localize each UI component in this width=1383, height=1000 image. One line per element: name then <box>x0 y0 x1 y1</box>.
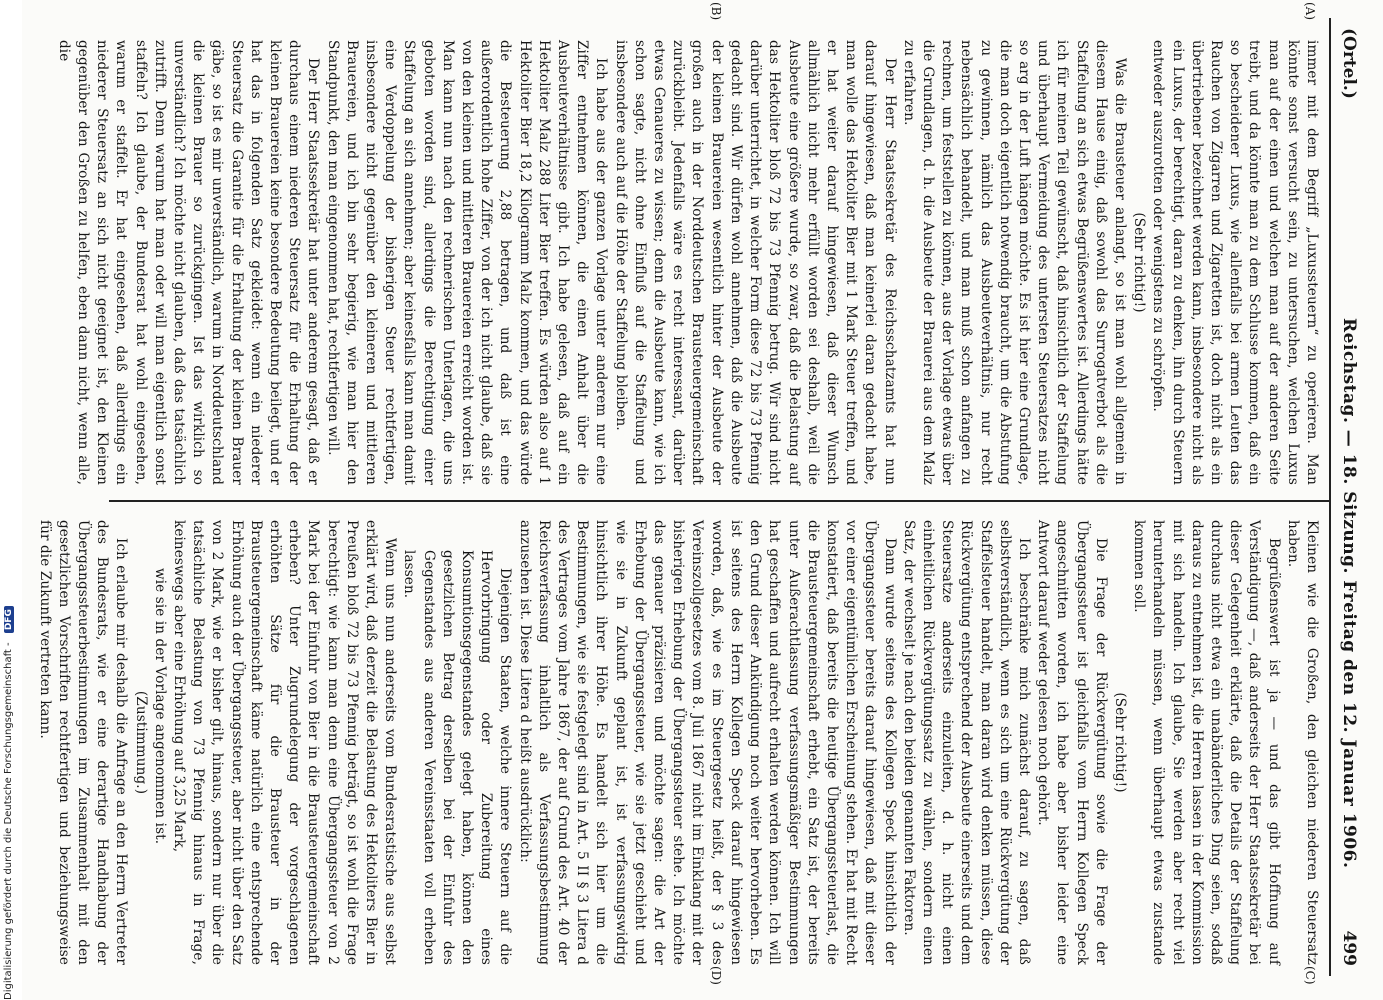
margin-marker-a: (A) <box>1303 2 1317 21</box>
page-header <box>1333 18 1363 976</box>
quoted-law-text: Diejenigen Staaten, welche innere Steuern auf die Hervorbringung oder Zubereitung eines Konsumtionsgegenstandes gelegt haben, können den gesetzlichen Betrag derselben bei der Einfuhr des Gegenstandes aus anderen Vereinsstaaten voll erheben lassen. <box>401 550 514 965</box>
speaker-name: (Ortel.) <box>1339 28 1359 99</box>
paragraph: Der Herr Staatssekretär hat unter anderem gesagt, daß er durchaus einem niederen Steuersatz für die Erhaltung der kleinen Brauereien keine besondere Bedeutung beilegt, und er hat das in folgenden Satz gekleidet: wenn ein niederer Steuersatz die Garantie für die Erhaltung der kleinen Brauer gäbe, so ist es mir unverständlich, warum in Norddeutschland die kleinen Brauer so zurückgingen. Ist das wirklich so unverständlich? Ich möchte nicht glauben, daß das tatsächlich zutrifft. Denn warum hat man oder will man eigentlich sonst staffeln? Ich glaube, der Bundesrat hat wohl eingesehen, warum er staffelt. Er hat eingesehen, daß allerdings ein niederer Steuersatz an sich nicht geeignet ist, den Kleinen gegenüber den Großen zu helfen, eben dann nicht, wenn alle, die <box>55 40 322 485</box>
paragraph: Dann wurde seitens des Kollegen Speck hinsichtlich der Übergangssteuer bereits darauf hingewiesen, daß mit dieser vor einer eigentümlichen Erscheinung stehen. Er hat mit Recht konstatiert, daß bereits die heutige Übergangssteuerlast, die die Brausteuergemeinschaft erhebt, ein Satz ist, der bereits unter Außerachtlassung verfassungsmäßiger Bestimmungen hat geschaffen und aufrecht erhalten werden können. Ich will den Grund dieser Ankündigung noch weiter hervorheben. Es ist seitens des Herrn Kollegen Speck darauf hingewiesen worden, daß, wie es im Steuergesetz heißt, der § 3 des Vereinszollgesetzes vom 8. Juli 1867 nicht im Einklang mit der bisherigen Erhebung der Übergangssteuer stehe. Ich möchte das genauer präzisieren und möchte sagen: die Art der Erhebung der Übergangssteuer, wie sie jetzt geschieht und wie sie in Zukunft geplant ist, ist verfassungswidrig hinsichtlich ihrer Höhe. Es handelt sich hier um die Bestimmungen, wie sie festgelegt sind in Art. 5 II § 3 Litera d des Vertrages vom Jahre 1867, der auf Grund des Art. 40 der Reichsverfassung inhaltlich als Verfassungsbestimmung anzusehen ist. Diese Litera d heißt ausdrücklich: <box>516 520 898 965</box>
right-column <box>36 520 1321 965</box>
digitization-credit <box>3 0 14 1000</box>
interjection: (Sehr richtig!) <box>1131 212 1148 313</box>
paragraph: Kleinen wie die Großen, den gleichen niederen Steuersatz haben. <box>1284 520 1320 965</box>
paragraph: Ich habe aus der ganzen Vorlage unter anderem nur eine Ziffer entnehmen können, die einen Anhalt über die Ausbeuteverhältnisse gibt. Ich habe gelesen, daß auf ein Hektoliter Malz 288 Liter Bier treffen. Es würden also auf 1 Hektoliter Bier 18,2 Kilogramm Malz kommen, und das würde die Besteuerung 2,88 betragen, und daß ist eine außerordentlich hohe Ziffer, von der ich nicht glaube, daß sie von den kleinen und mittleren Brauereien erreicht worden ist. Man kann nun nach den rechnerischen Unterlagen, die uns geboten worden sind, allerdings die Berechtigung einer Staffelung an sich annehmen; aber keinesfalls kann man damit eine Verdoppelung der bisherigen Steuer rechtfertigen, insbesondere nicht gegenüber den kleineren und mittleren Brauereien, und ich bin sehr begierig, wie man hier den Standpunkt, den man eingenommen hat, rechtfertigen will. <box>324 40 610 485</box>
left-column <box>55 40 1321 485</box>
paragraph: Begrüßenswert ist ja — und das gibt Hoffnung auf Verständigung —, daß anderseits der Herr Staatssekretär bei dieser Gelegenheit erklärte, daß die Details der Staffelung durchaus nicht etwa ein unabänderliches Ding seien, sodaß daraus zu entnehmen ist, die Herren lassen in der Kommission mit sich handeln. Ich glaube, Sie werden aber recht viel herunterhandeln müssen, wenn überhaupt etwas zustande kommen soll. <box>1131 520 1282 965</box>
paragraph: Ich erlaube mir deshalb die Anfrage an den Herrn Vertreter des Bundesrats, wie er eine derartige Handhabung der Übergangssteuerbestimmungen im Zusammenhalt mit den gesetzlichen Vorschriften rechtfertigen und beziehungsweise für die Zukunft vertreten kann. <box>36 520 130 965</box>
header-rule <box>1329 18 1331 976</box>
digitization-sidebar <box>0 0 22 1000</box>
paragraph: wie sie in der Vorlage angenommen ist. <box>151 568 168 845</box>
interjection: (Zustimmung.) <box>132 690 149 795</box>
credit-text: Digitalisierung gefördert durch die Deutsche Forschungsgemeinschaft - <box>3 642 14 1000</box>
paragraph: Der Herr Staatssekretär des Reichsschatzamts hat nun darauf hingewiesen, daß man keinerlei daran gedacht habe, man wolle das Hektoliter Bier mit 1 Mark Steuer treffen, und er hat weiter darauf hingewiesen, daß dieser Wunsch allmählich nicht mehr erfüllt worden sei deshalb, weil die Ausbeute eine größere wurde, so zwar, daß die Belastung auf das Hektoliter bloß 72 bis 73 Pfennig betrug. Wir sind nicht darüber unterrichtet, in welcher Form diese 72 bis 73 Pfennig gedacht sind. Wir dürfen wohl annehmen, daß die Ausbeute der kleinen Brauereien wesentlich hinter der Ausbeute der großen auch in der Norddeutschen Brausteuergemeinschaft zurückbleibt. Jedenfalls wäre es recht interessant, darüber etwas Genaueres zu wissen; denn die Ausbeute kann, wie ich schon sagte, nicht ohne Einfluß auf die Staffelung und insbesondere auch auf die Höhe der Staffelung bleiben. <box>612 40 898 485</box>
margin-marker-d: (D) <box>709 966 723 985</box>
paragraph: Wenn uns nun anderseits vom Bundesratstische aus selbst erklärt wird, daß derzeit die Belastung des Hektoliters Bier in Preußen bloß 72 bis 73 Pfennig beträgt, so ist wohl die Frage berechtigt: wie kann man denn eine Übergangssteuer von 2 Mark bei der Einfuhr von Bier in die Brausteuergemeinschaft erheben? Unter Zugrundelegung der vorgeschlagenen erhöhten Sätze für die Brausteuer in der Brausteuergemeinschaft käme natürlich eine entsprechende Erhöhung auch der Übergangssteuer, aber nicht über den Satz von 2 Mark, wie er bisher gilt, hinaus, sondern nur über die tatsächliche Belastung von 73 Pfennig hinaus in Frage, keineswegs aber eine Erhöhung auf 3,25 Mark, <box>171 520 399 965</box>
paragraph: Was die Brausteuer anlangt, so ist man wohl allgemein in diesem Hause einig, daß sowohl das Surrogatverbot als die Staffelung an sich etwas Begrüßenswertes ist. Allerdings hätte ich für meinen Teil gewünscht, daß hinsichtlich der Staffelung und überhaupt Vermeidung des untersten Steuersatzes nicht so arg in der Luft hängen möchte. Es ist hier eine Grundlage, die man doch eigentlich notwendig braucht, um die Abstufung zu gewinnen, nämlich das Ausbeuteverhältnis, nur recht nebensächlich behandelt, und man muß schon anfangen zu rechnen, um feststellen zu können, aus der Vorlage etwas über die Grundlagen, d. h. die Ausbeute der Brauerei aus dem Malz zu erfahren. <box>900 40 1128 485</box>
paragraph: Ich beschränke mich zunächst darauf, zu sagen, daß selbstverständlich, wenn es sich um eine Rückvergütung der Staffelsteuer handelt, man daran wird denken müssen, diese Rückvergütung entsprechend der Ausbeute einerseits und dem Steuersatze anderseits einzuleiten, d. h. nicht einen einheitlichen Rückvergütungssatz zu wählen, sondern einen Satz, der wechselt je nach den beiden genannten Faktoren. <box>900 520 1032 965</box>
paragraph: immer mit dem Begriff „Luxussteuern“ zu operieren. Man könnte sonst versucht sein, zu untersuchen, welchen Luxus man auf der einen und welchen man auf der anderen Seite treibt, und da könnte man zu dem Schlusse kommen, daß ein so bescheidener Luxus, wie allenfalls bei armen Leuten das Rauchen von Zigarren und Zigaretten ist, doch nicht als ein übertriebener bezeichnet werden kann, insbesondere nicht als ein Luxus, der berechtigt, daran zu denken, ihn durch Steuern entweder auszurotten oder wenigstens zu schröpfen. <box>1150 40 1320 485</box>
margin-marker-b: (B) <box>709 2 723 21</box>
column-divider <box>109 500 1329 502</box>
running-title: Reichstag. — 18. Sitzung. Freitag den 12. Januar 1906. <box>1339 318 1359 869</box>
paragraph: Die Frage der Rückvergütung sowie die Frage der Übergangssteuer ist gleichfalls vom Herrn Kollegen Speck angeschnitten worden, ich habe aber bisher leider eine Antwort darauf weder gelesen noch gehört. <box>1035 520 1109 965</box>
margin-marker-c: (C) <box>1303 966 1317 985</box>
page-number: 499 <box>1339 930 1359 966</box>
dfg-logo: DFG <box>4 606 14 633</box>
interjection: (Sehr richtig!) <box>1111 692 1128 793</box>
